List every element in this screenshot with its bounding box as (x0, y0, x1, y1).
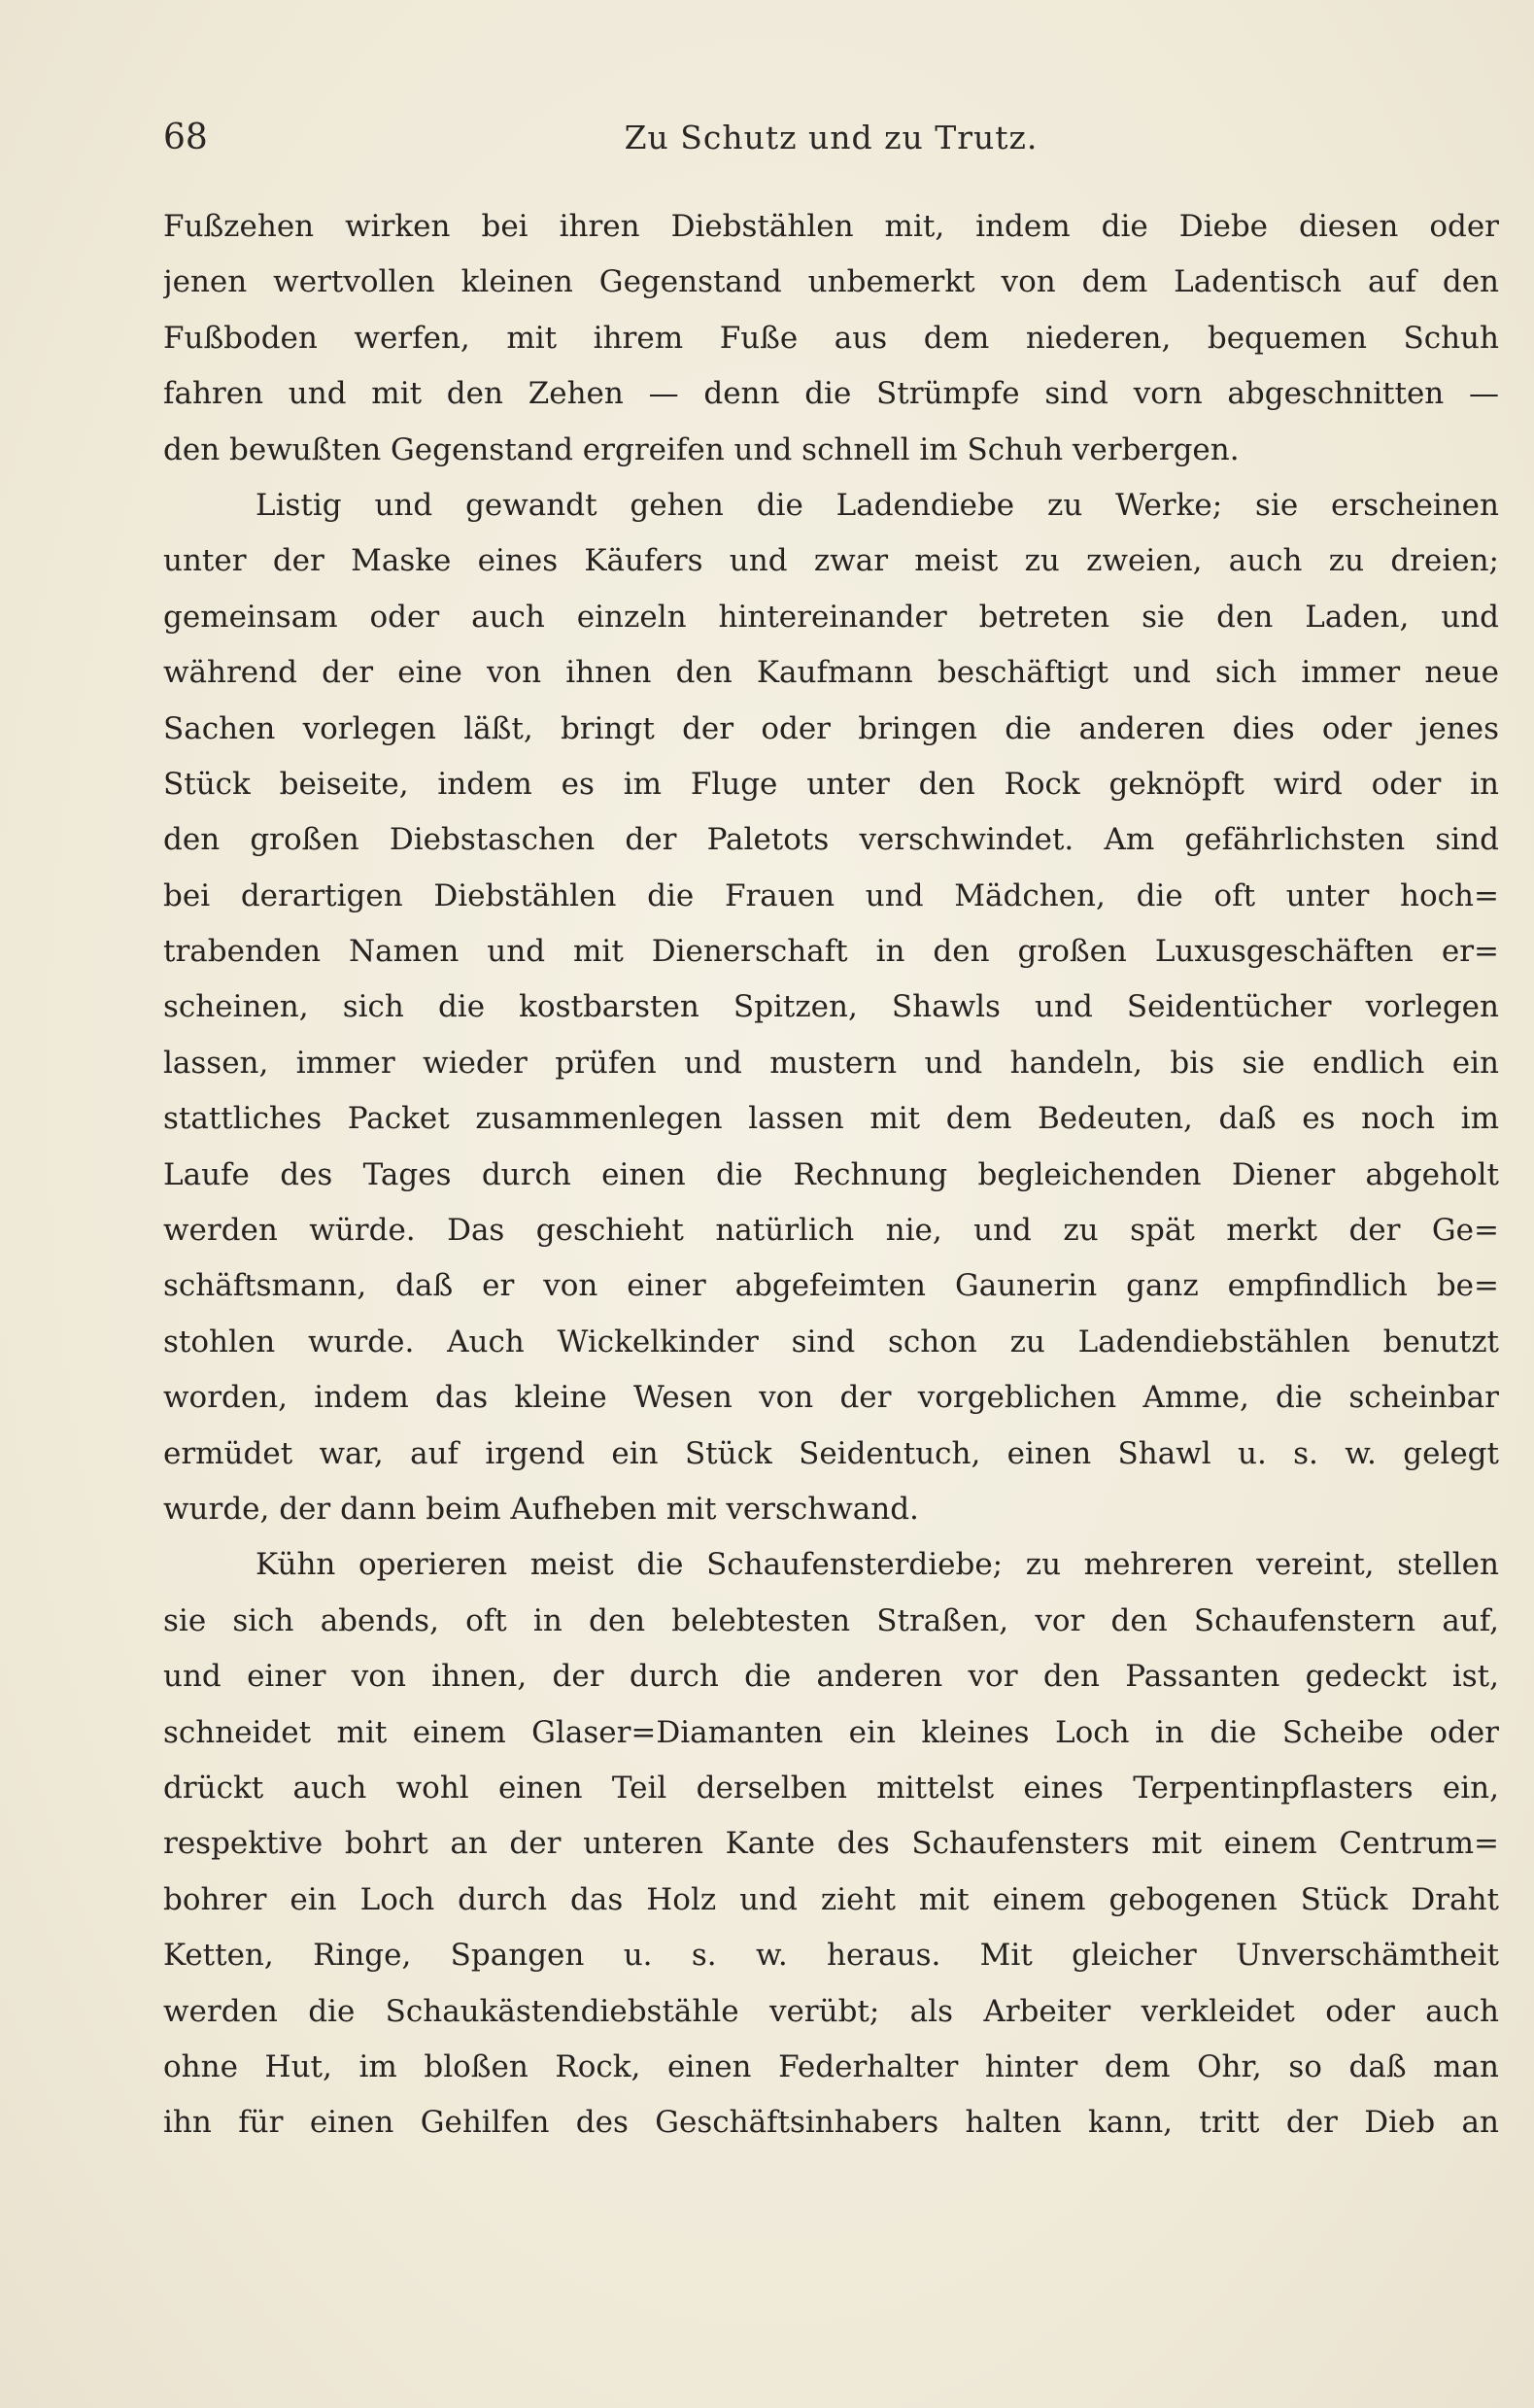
text-line: ohne Hut, im bloßen Rock, einen Federhalter hinter dem Ohr, so daß man (163, 2048, 1499, 2084)
text-line: Fußboden werfen, mit ihrem Fuße aus dem niederen, bequemen Schuh (163, 320, 1499, 356)
text-line: Sachen vorlegen läßt, bringt der oder bringen die anderen dies oder jenes (163, 710, 1499, 746)
page-number: 68 (163, 118, 208, 157)
text-line: wurde, der dann beim Aufheben mit verschwand. (163, 1491, 919, 1527)
text-line: und einer von ihnen, der durch die anderen vor den Passanten gedeckt ist, (163, 1659, 1499, 1695)
body-text (163, 199, 1499, 2151)
text-line: Kühn operieren meist die Schaufensterdiebe; zu mehreren vereint, stellen (256, 1547, 1499, 1583)
text-line: ermüdet war, auf irgend ein Stück Seidentuch, einen Shawl u. s. w. gelegt (163, 1435, 1499, 1471)
text-line: stohlen wurde. Auch Wickelkinder sind schon zu Ladendiebstählen benutzt (163, 1324, 1499, 1359)
text-line: stattliches Packet zusammenlegen lassen mit dem Bedeuten, daß es noch im (163, 1101, 1499, 1137)
text-line: den bewußten Gegenstand ergreifen und schnell im Schuh verbergen. (163, 431, 1240, 467)
paragraph (163, 478, 1499, 1537)
text-line: Laufe des Tages durch einen die Rechnung begleichenden Diener abgeholt (163, 1156, 1499, 1192)
text-line: trabenden Namen und mit Dienerschaft in den großen Luxusgeschäften er= (163, 934, 1499, 970)
text-line: fahren und mit den Zehen — denn die Strümpfe sind vorn abgeschnitten — (163, 376, 1499, 412)
running-title: Zu Schutz und zu Trutz. (624, 119, 1039, 156)
text-line: lassen, immer wieder prüfen und mustern und handeln, bis sie endlich ein (163, 1045, 1499, 1081)
text-line: Listig und gewandt gehen die Ladendiebe zu Werke; sie erscheinen (256, 487, 1499, 523)
text-line: Stück beiseite, indem es im Fluge unter den Rock geknöpft wird oder in (163, 766, 1499, 802)
text-line: worden, indem das kleine Wesen von der vorgeblichen Amme, die scheinbar (163, 1380, 1499, 1416)
text-line: den großen Diebstaschen der Paletots verschwindet. Am gefährlichsten sind (163, 822, 1499, 858)
text-line: jenen wertvollen kleinen Gegenstand unbemerkt von dem Ladentisch auf den (163, 264, 1499, 300)
page-header (163, 109, 1499, 167)
text-line: respektive bohrt an der unteren Kante des Schaufensters mit einem Centrum= (163, 1826, 1499, 1862)
text-line: werden würde. Das geschieht natürlich nie, und zu spät merkt der Ge= (163, 1213, 1499, 1249)
text-line: schneidet mit einem Glaser=Diamanten ein kleines Loch in die Scheibe oder (163, 1714, 1499, 1750)
text-line: während der eine von ihnen den Kaufmann beschäftigt und sich immer neue (163, 655, 1499, 691)
text-line: schäftsmann, daß er von einer abgefeimten Gaunerin ganz empfindlich be= (163, 1268, 1499, 1304)
text-line: bei derartigen Diebstählen die Frauen und Mädchen, die oft unter hoch= (163, 877, 1499, 913)
text-line: gemeinsam oder auch einzeln hintereinander betreten sie den Laden, und (163, 599, 1499, 635)
text-line: unter der Maske eines Käufers und zwar meist zu zweien, auch zu dreien; (163, 543, 1499, 579)
text-line: bohrer ein Loch durch das Holz und zieht mit einem gebogenen Stück Draht (163, 1881, 1499, 1917)
text-line: drückt auch wohl einen Teil derselben mittelst eines Terpentinpflasters ein, (163, 1770, 1499, 1806)
text-line: werden die Schaukästendiebstähle verübt; als Arbeiter verkleidet oder auch (163, 1993, 1499, 2029)
text-line: scheinen, sich die kostbarsten Spitzen, Shawls und Seidentücher vorlegen (163, 989, 1499, 1025)
text-line: Fußzehen wirken bei ihren Diebstählen mit, indem die Diebe diesen oder (163, 209, 1499, 244)
paragraph (163, 199, 1499, 478)
text-line: ihn für einen Gehilfen des Geschäftsinhabers halten kann, tritt der Dieb an (163, 2105, 1499, 2141)
text-line: Ketten, Ringe, Spangen u. s. w. heraus. Mit gleicher Unverschämtheit (163, 1938, 1499, 1974)
paragraph (163, 1537, 1499, 2150)
text-line: sie sich abends, oft in den belebtesten Straßen, vor den Schaufenstern auf, (163, 1602, 1499, 1638)
